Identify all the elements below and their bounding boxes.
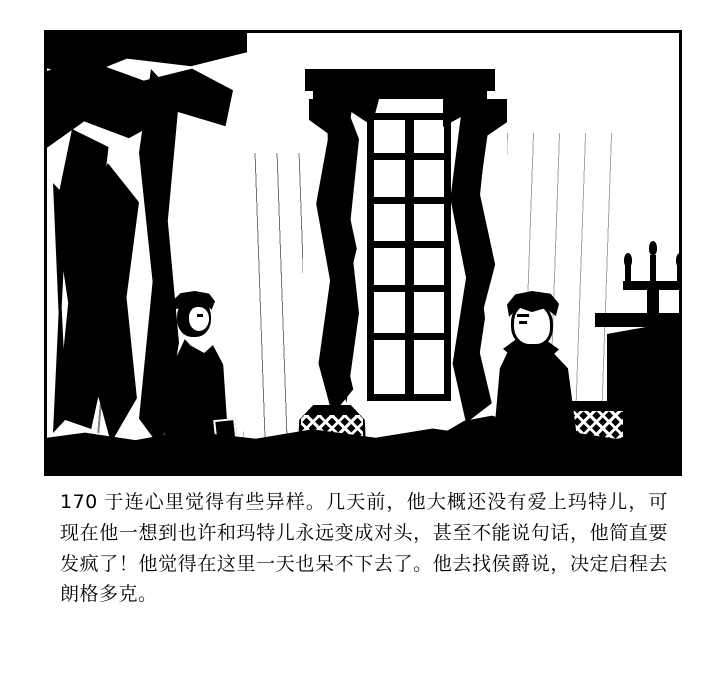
figure-left-face [189,307,209,331]
caption-block [60,487,668,610]
window-mullion-horizontal [367,241,451,248]
window-cornice [305,69,495,91]
illustration-panel [44,30,682,476]
hatch-texture-center-left [243,153,303,453]
floor-band [47,447,679,473]
panel-artwork [47,33,679,473]
window-mullion-horizontal [367,153,451,160]
figure-right-brow [517,314,529,317]
window-mullion-horizontal [367,197,451,204]
figure-left-eye [197,314,203,317]
drapery-left-stripe [53,183,67,433]
window-mullion-horizontal [367,333,451,340]
caption-number: 170 [60,491,98,513]
candle-flame-icon [649,241,657,255]
window-mullion-horizontal [367,285,451,292]
caption-text: 于连心里觉得有些异样。几天前，他大概还没有爱上玛特儿，可现在他一想到也许和玛特儿永远变成对头，甚至不能说句话，他简直要发疯了！他觉得在这里一天也呆不下去了。他去找侯爵说，决定启程去朗格多克。 [60,491,668,606]
figure-right-eye [519,321,527,324]
window-cornice-lower [313,91,487,99]
